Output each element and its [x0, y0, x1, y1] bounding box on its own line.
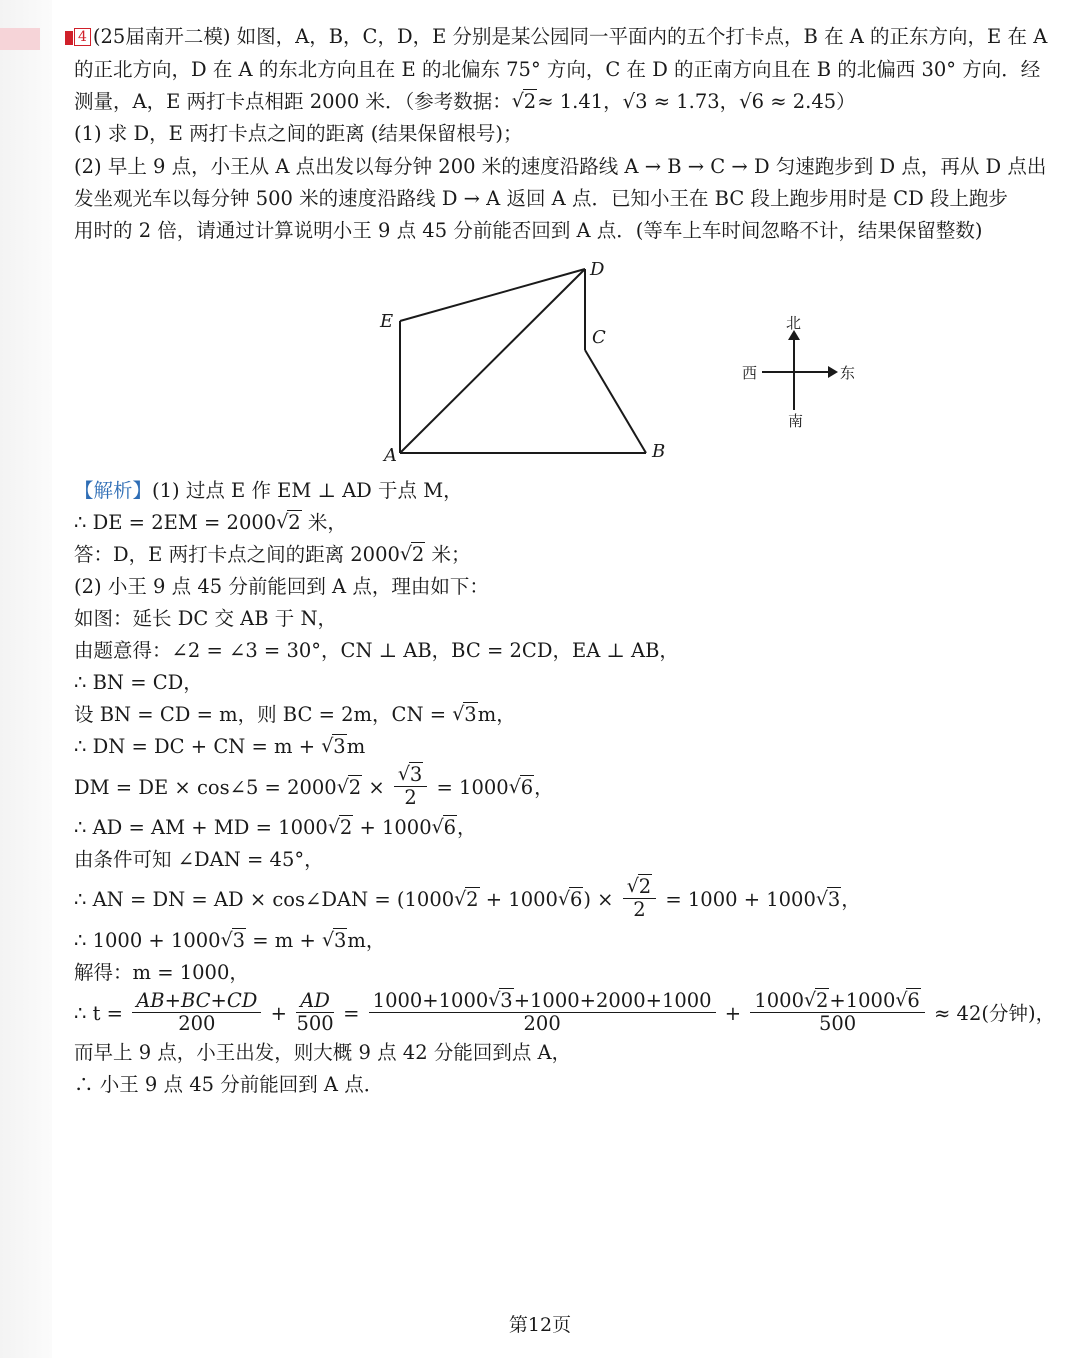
solution-line-2: ∴ DE = 2EM = 2000√ 2 米，	[74, 510, 347, 536]
compass-west: 西	[742, 364, 758, 382]
fraction-sqrt2-over-2: √ $\frac{2}{2}$	[623, 876, 656, 921]
segment-cb	[585, 350, 646, 453]
solution-line-15: 解得：m = 1000，	[74, 961, 249, 984]
question-part-2-line-1: (2) 早上 9 点，小王从 A 点出发以每分钟 200 米的速度沿路线 A → B → C → D 匀速跑步到 D 点，再从 D 点出	[74, 155, 1047, 178]
question-line-1: 4 (25届南开二模) 如图，A，B，C，D，E 分别是某公园同一平面内的五个打卡点，B 在 A 的正东方向，E 在 A	[74, 24, 1047, 50]
solution-line-8: 设 BN = CD = m，则 BC = 2m，CN = √ 3m，	[74, 702, 516, 728]
label-a: A	[384, 445, 397, 465]
left-margin-strip	[0, 0, 52, 1358]
compass-rose	[734, 310, 864, 440]
question-line-2: 的正北方向，D 在 A 的东北方向且在 E 的北偏东 75° 方向，C 在 D 的正南方向且在 B 的北偏西 30° 方向．经	[74, 58, 1041, 81]
label-e: E	[380, 311, 394, 332]
compass-north: 北	[786, 314, 802, 332]
geometry-figure	[364, 255, 684, 465]
fraction-sqrt3-over-2: √ $\frac{3}{2}$	[394, 764, 427, 809]
segment-ed	[400, 269, 585, 321]
question-number: 4	[74, 28, 91, 46]
fraction-ride-time: $\frac{AD}{500}$	[296, 989, 334, 1035]
label-d: D	[590, 259, 605, 280]
question-part-2-line-2: 发坐观光车以每分钟 500 米的速度沿路线 D → A 返回 A 点．已知小王在 BC 段上跑步用时是 CD 段上跑步	[74, 187, 1008, 210]
fraction-ride-value: $\frac{1000√ 2+1000√ 6}{500}$	[750, 990, 924, 1035]
fraction-run-value: $\frac{1000+1000√ 3+1000+2000+1000}{200}$	[369, 990, 716, 1035]
label-b: B	[652, 441, 666, 462]
solution-line-7: ∴ BN = CD，	[74, 671, 203, 694]
solution-line-16: ∴ t = $\frac{AB+BC+CD}{200}$ + $\frac{AD}{500}$ = $\frac{1000+1000√ 3+1000+2000+1000}{200}$ + $\frac{1000√ 2+1000√ 6}{500}$ ≈ 42(分钟)，	[74, 990, 1055, 1038]
solution-line-11: ∴ AD = AM + MD = 1000√ 2 + 1000√ 6，	[74, 815, 477, 841]
solution-line-10: DM = DE × cos∠5 = 2000√ 2 × √ $\frac{3}{2}$ = 1000√ 6，	[74, 766, 554, 811]
solution-line-6: 由题意得：∠2 = ∠3 = 30°，CN ⊥ AB，BC = 2CD，EA ⊥ AB，	[74, 639, 679, 662]
solution-line-14: ∴ 1000 + 1000√ 3 = m + √ 3m，	[74, 928, 385, 954]
question-part-2-line-3: 用时的 2 倍，请通过计算说明小王 9 点 45 分前能否回到 A 点．(等车上车时间忽略不计，结果保留整数)	[74, 219, 983, 242]
label-c: C	[592, 327, 606, 348]
compass-east: 东	[840, 364, 856, 382]
page-number: 第12页	[508, 1314, 572, 1336]
solution-line-12: 由条件可知 ∠DAN = 45°，	[74, 848, 324, 871]
question-part-1: (1) 求 D，E 两打卡点之间的距离 (结果保留根号)；	[74, 122, 523, 145]
segment-ad	[400, 269, 585, 453]
analysis-tag: 【解析】	[74, 479, 153, 502]
solution-line-1: 【解析】(1) 过点 E 作 EM ⊥ AD 于点 M，	[74, 479, 463, 502]
solution-line-18: ∴ 小王 9 点 45 分前能回到 A 点．	[74, 1073, 384, 1096]
solution-line-5: 如图：延长 DC 交 AB 于 N，	[74, 607, 338, 630]
solution-line-9: ∴ DN = DC + CN = m + √ 3m	[74, 734, 365, 760]
compass-south: 南	[788, 412, 804, 430]
solution-line-4: (2) 小王 9 点 45 分前能回到 A 点，理由如下：	[74, 575, 489, 598]
solution-line-3: 答：D，E 两打卡点之间的距离 2000√ 2 米；	[74, 542, 471, 568]
left-margin-tab	[0, 28, 40, 50]
question-line-3: 测量，A，E 两打卡点相距 2000 米．（参考数据：√ 2≈ 1.41，√3 ≈ 1.73，√6 ≈ 2.45）	[74, 89, 856, 115]
east-arrow-icon	[828, 366, 838, 378]
solution-line-17: 而早上 9 点，小王出发，则大概 9 点 42 分能回到点 A，	[74, 1041, 572, 1064]
solution-line-13: ∴ AN = DN = AD × cos∠DAN = (1000√ 2 + 1000√ 6) × √ $\frac{2}{2}$ = 1000 + 1000√ 3，	[74, 878, 861, 923]
fraction-run-time: $\frac{AB+BC+CD}{200}$	[132, 990, 261, 1035]
